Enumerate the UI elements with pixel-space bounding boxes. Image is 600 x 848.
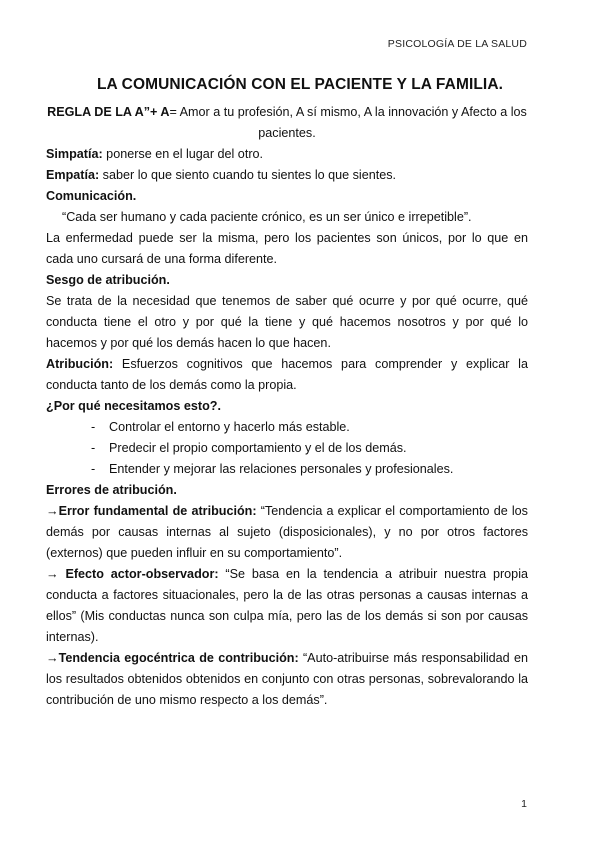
efecto-actor-observador-text: “Se basa en la tendencia a atribuir nuestra propia conducta a factores situacionales, pero la de las otras personas a causas internas a ellos” (Mis conductas nunca son culpa mía, pero las de los demás si son por causas internas).	[46, 567, 528, 644]
efecto-actor-observador-term: → Efecto actor-observador:	[46, 567, 219, 581]
page-number: 1	[521, 798, 527, 810]
porque-list	[46, 417, 528, 480]
tendencia-egocentrica-text: “Auto-atribuirse más responsabilidad en los resultados obtenidos obtenidos en conjunto con otras personas, sobrevalorando la contribución de uno mismo respecto a los demás”.	[46, 651, 528, 707]
tendencia-egocentrica-term: →Tendencia egocéntrica de contribución:	[46, 651, 299, 665]
comunicacion-heading: Comunicación.	[46, 189, 137, 203]
rule-text: = Amor a tu profesión, A sí mismo, A la innovación y Afecto a los pacientes.	[169, 105, 527, 140]
page-title: LA COMUNICACIÓN CON EL PACIENTE Y LA FAMILIA.	[96, 76, 504, 93]
errores-heading: Errores de atribución.	[46, 483, 177, 497]
rule-label: REGLA DE LA A”+ A	[47, 105, 170, 119]
page-header: PSICOLOGÍA DE LA SALUD	[387, 38, 527, 50]
rule-paragraph	[46, 102, 528, 144]
simpatia-text: ponerse en el lugar del otro.	[102, 147, 264, 161]
error-fundamental-term: →Error fundamental de atribución:	[46, 504, 257, 518]
document-body	[46, 102, 528, 711]
simpatia-term: Simpatía:	[46, 147, 103, 161]
efecto-actor-observador	[46, 564, 528, 648]
comunicacion-quote: “Cada ser humano y cada paciente crónico, es un ser único e irrepetible”.	[62, 210, 472, 224]
error-fundamental	[46, 501, 528, 564]
sesgo-heading: Sesgo de atribución.	[46, 273, 170, 287]
tendencia-egocentrica	[46, 648, 528, 711]
empatia-term: Empatía:	[46, 168, 100, 182]
simpatia-definition	[46, 144, 528, 165]
comunicacion-paragraph: La enfermedad puede ser la misma, pero los pacientes son únicos, por lo que en cada uno cursará de una forma diferente.	[46, 231, 528, 266]
atribucion-term: Atribución:	[46, 357, 114, 371]
list-item: - Controlar el entorno y hacerlo más estable.	[91, 417, 528, 438]
porque-heading: ¿Por qué necesitamos esto?.	[46, 399, 221, 413]
error-fundamental-text: “Tendencia a explicar el comportamiento de los demás por causas internas al sujeto (disposicionales), y no por otros factores (externos) que pueden influir en su comportamiento”.	[46, 504, 528, 560]
sesgo-paragraph: Se trata de la necesidad que tenemos de saber qué ocurre y por qué ocurre, qué conducta tiene el otro y por qué la tiene y qué hacemos nosotros y por qué lo hacemos y por qué los demás hacen lo que hacen.	[46, 294, 528, 350]
list-item: - Predecir el propio comportamiento y el de los demás.	[91, 438, 528, 459]
empatia-definition	[46, 165, 528, 186]
atribucion-text: Esfuerzos cognitivos que hacemos para comprender y explicar la conducta tanto de los demás como la propia.	[46, 357, 528, 392]
list-item: - Entender y mejorar las relaciones personales y profesionales.	[91, 459, 528, 480]
empatia-text: saber lo que siento cuando tu sientes lo que sientes.	[99, 168, 397, 182]
atribucion-definition	[46, 354, 528, 396]
